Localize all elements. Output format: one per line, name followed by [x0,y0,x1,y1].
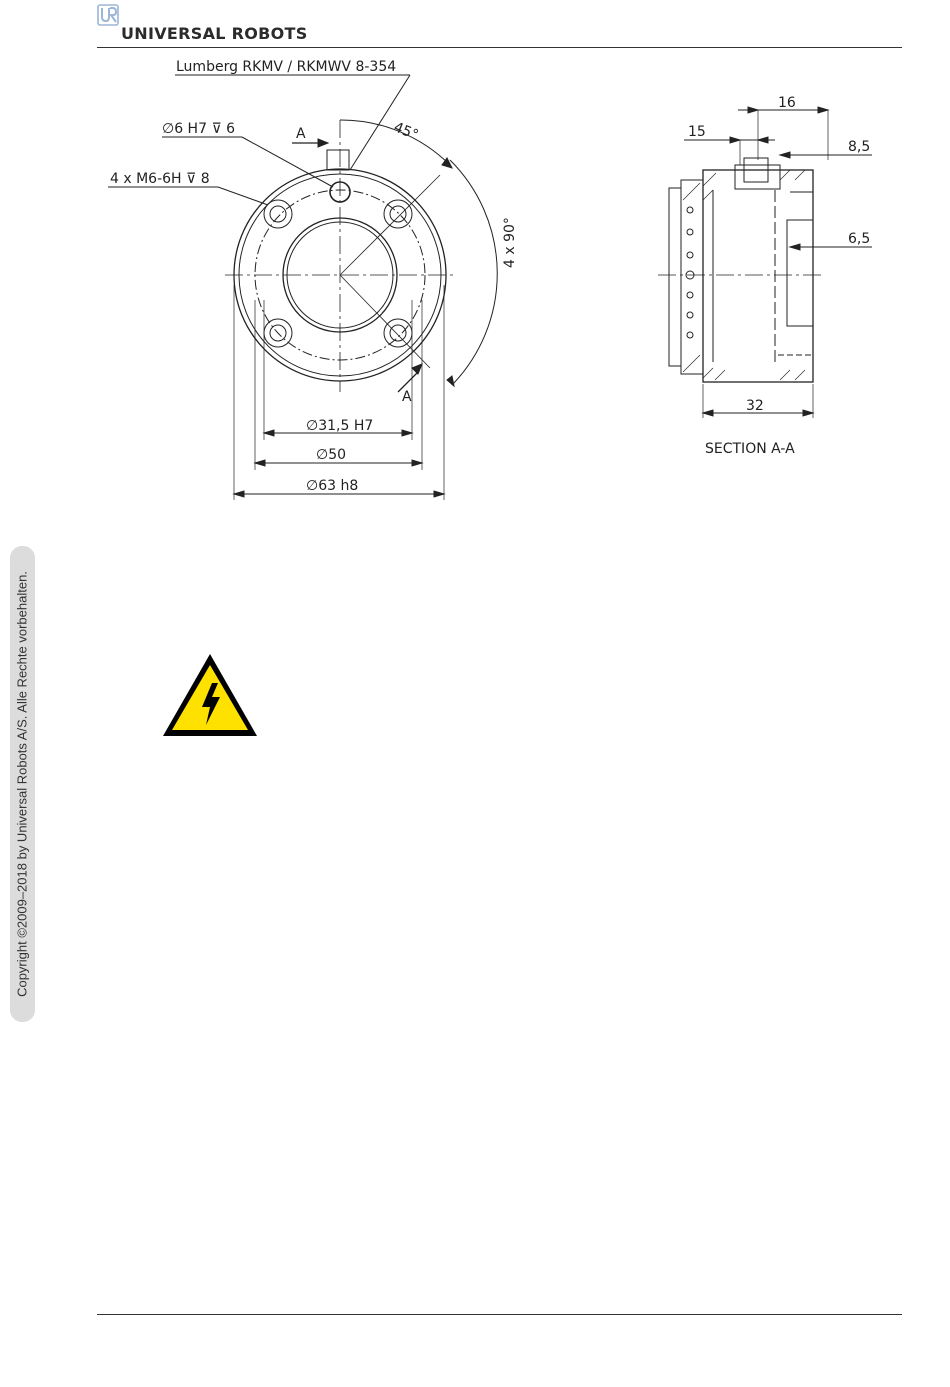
section-title: SECTION A-A [705,441,795,457]
angle-label: 45° [391,119,421,144]
dim-32-label: 32 [746,398,764,414]
connector-label: Lumberg RKMV / RKMWV 8-354 [176,59,397,75]
dim-6-5-label: 6,5 [848,231,871,247]
pattern-label: 4 x 90° [502,217,518,268]
bolt-hole [384,319,412,347]
pin-hole-label: ∅6 H7 ⊽ 6 [162,121,236,137]
inner-diameter-label: ∅31,5 H7 [306,418,374,434]
bolt-hole [264,200,292,228]
dim-16-label: 16 [778,95,796,111]
section-marker-top: A [296,126,306,142]
tool-flange-drawing [0,0,950,520]
dim-8-5-label: 8,5 [848,139,871,155]
copyright-notice: Copyright ©2009–2018 by Universal Robots A/S. Alle Rechte vorbehalten. [14,571,30,997]
pcd-diameter-label: ∅50 [316,447,347,463]
bolt-hole [384,200,412,228]
footer-rule [97,1314,902,1315]
thread-label: 4 x M6-6H ⊽ 8 [110,171,210,187]
electrical-hazard-icon [160,651,260,739]
section-view [658,107,872,418]
brand-name: UNIVERSAL ROBOTS [121,24,308,43]
outer-diameter-label: ∅63 h8 [306,478,359,494]
section-marker-bottom: A [402,389,412,405]
dim-15-label: 15 [688,124,706,140]
